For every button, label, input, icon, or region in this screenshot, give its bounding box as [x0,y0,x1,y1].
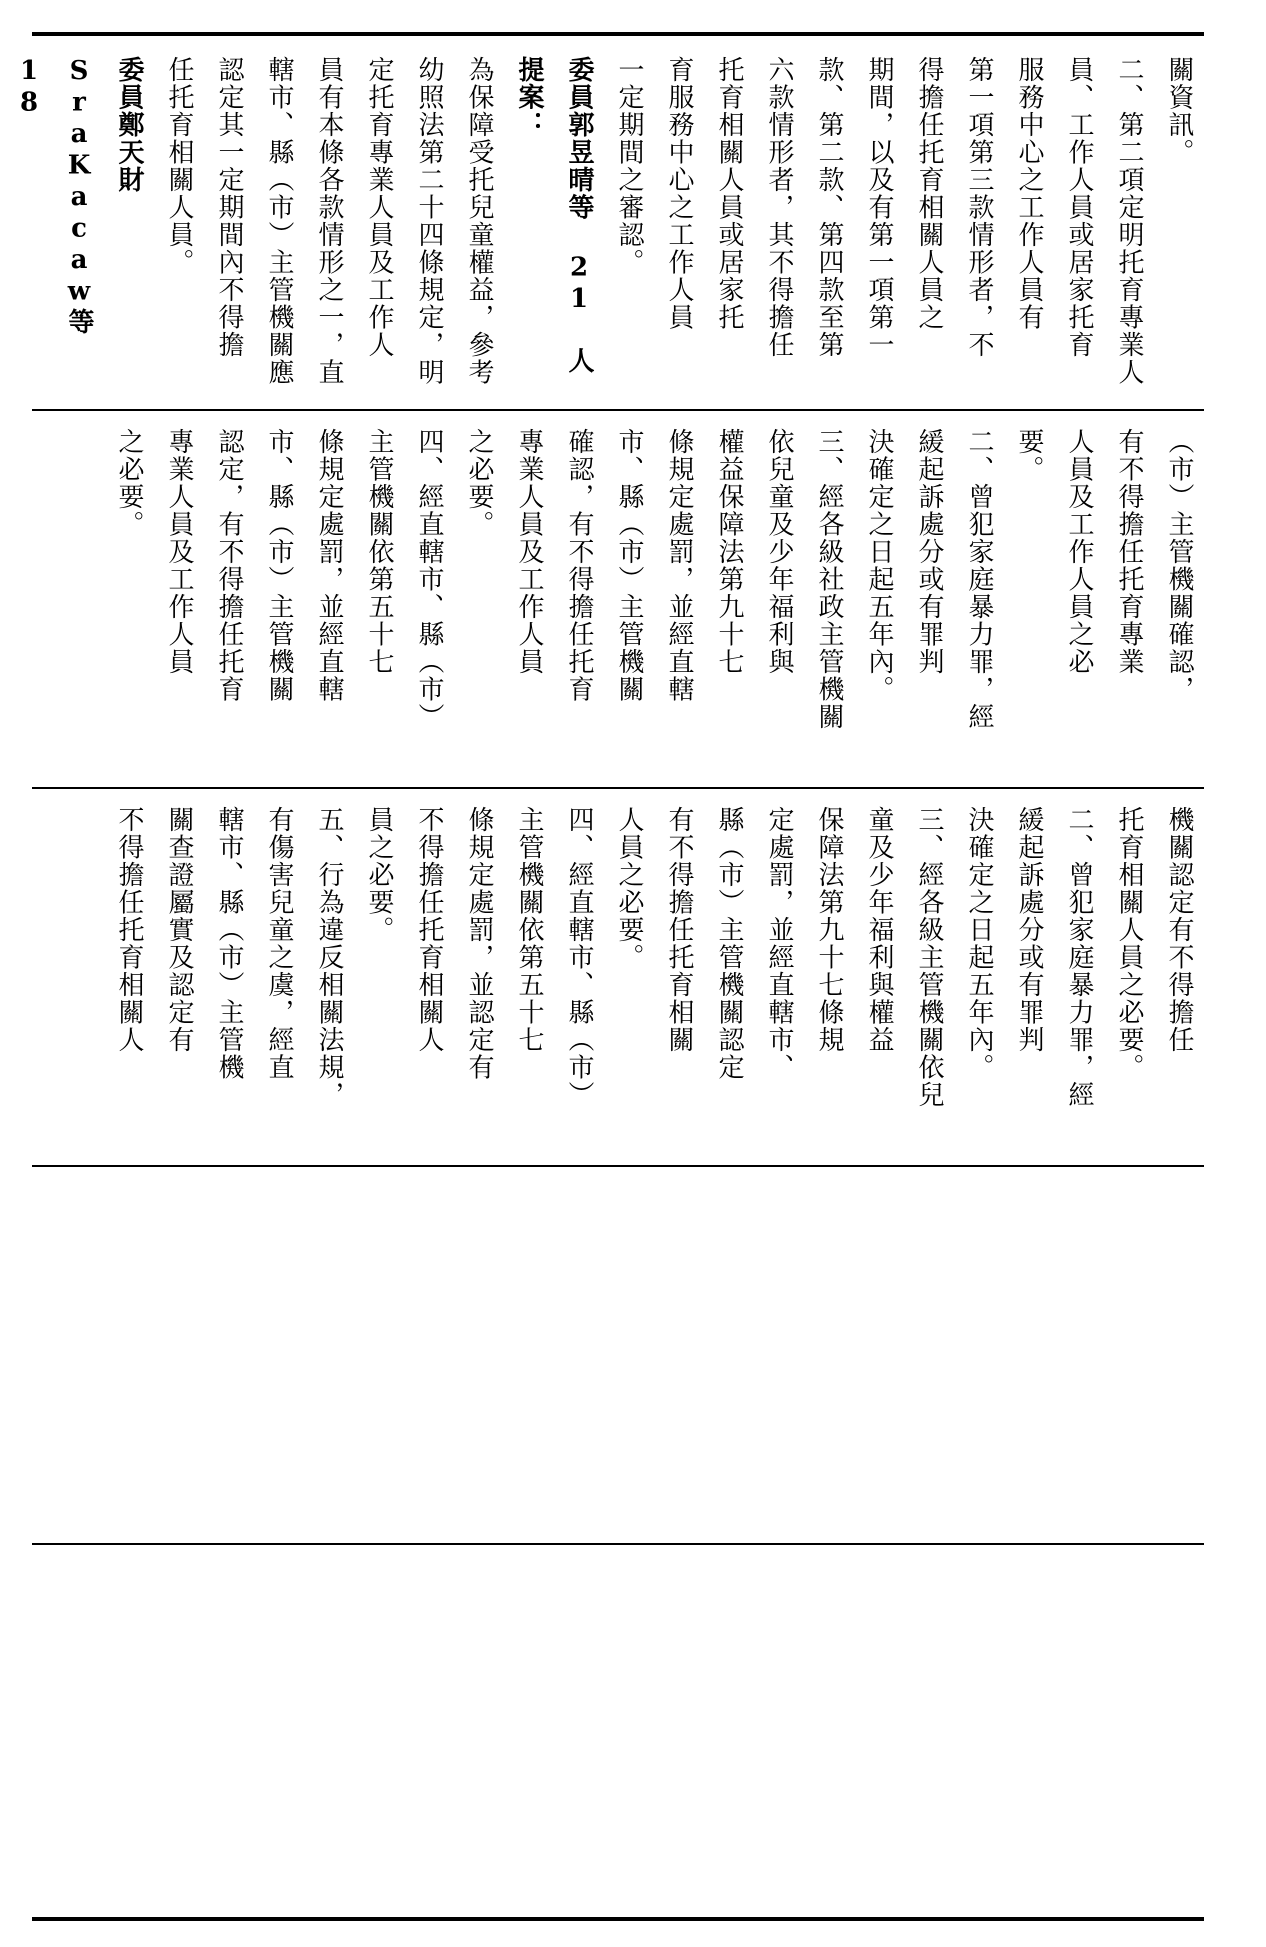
text-line [0,56,4,396]
text-block-row2 [104,428,1204,768]
text-line: 二、第二項定明托育專業人 [1114,56,1144,386]
text-line: 款、第二款、第四款至第 [814,56,844,359]
text-line: 育服務中心之工作人員 [664,56,694,331]
text-line: 市、縣（市）主管機關 [614,428,644,703]
text-line: 任托育相關人員。 [164,56,194,276]
text-line: 主管機關依第五十七 [514,806,544,1054]
text-line: （市）主管機關確認， [1164,428,1194,703]
divider-rule [32,1543,1204,1545]
text-line: 委員郭昱晴等 21 人提案： [514,56,594,375]
text-line: 委員鄭天財SraKacaw等 18 [14,56,144,367]
bottom-rule [32,1917,1204,1921]
text-line: 為保障受托兒童權益，參考 [464,56,494,386]
text-line: 定處罰，並經直轄市、 [764,806,794,1081]
text-line: 權益保障法第九十七 [714,428,744,676]
text-line: 轄市、縣（市）主管機關應 [264,56,294,386]
text-line: 之必要。 [464,428,494,538]
top-rule [32,32,1204,36]
text-line: 一定期間之審認。 [614,56,644,276]
text-line: 服務中心之工作人員有 [1014,56,1044,331]
text-line: 定托育專業人員及工作人 [364,56,394,359]
text-line: 要。 [1014,428,1044,483]
text-block-row1 [0,56,1204,396]
divider-rule [32,787,1204,789]
text-line: 人員及工作人員之必 [1064,428,1094,676]
text-line: 有不得擔任托育相關 [664,806,694,1054]
text-line: 童及少年福利與權益 [864,806,894,1054]
text-line: 依兒童及少年福利與 [764,428,794,676]
text-block-row3 [104,806,1204,1146]
divider-rule [32,409,1204,411]
text-line: 決確定之日起五年內。 [964,806,994,1081]
text-line: 有傷害兒童之虞，經直 [264,806,294,1081]
text-line: 認定，有不得擔任托育 [214,428,244,703]
text-line: 專業人員及工作人員 [164,428,194,676]
text-line: 關查證屬實及認定有 [164,806,194,1054]
text-line: 條規定處罰，並認定有 [464,806,494,1081]
text-line: 確認，有不得擔任托育 [564,428,594,703]
text-line: 第一項第三款情形者，不 [964,56,994,359]
text-line: 員有本條各款情形之一，直 [314,56,344,386]
text-line: 專業人員及工作人員 [514,428,544,676]
text-line: 市、縣（市）主管機關 [264,428,294,703]
text-line: 員之必要。 [364,806,394,944]
text-line: 三、經各級社政主管機關 [814,428,844,731]
text-line: 主管機關依第五十七 [364,428,394,676]
text-line: 轄市、縣（市）主管機 [214,806,244,1081]
text-line: 緩起訴處分或有罪判 [914,428,944,676]
text-line: 員、工作人員或居家托育 [1064,56,1094,359]
text-line: 不得擔任托育相關人 [414,806,444,1054]
text-line: 五、行為違反相關法規， [314,806,344,1109]
text-line: 托育相關人員或居家托 [714,56,744,331]
text-line: 三、經各級主管機關依兒 [914,806,944,1109]
text-line: 緩起訴處分或有罪判 [1014,806,1044,1054]
text-line: 托育相關人員之必要。 [1114,806,1144,1081]
text-line: 二、曾犯家庭暴力罪，經 [964,428,994,731]
text-line: 條規定處罰，並經直轄 [664,428,694,703]
text-line: 人員之必要。 [614,806,644,971]
text-line: 條規定處罰，並經直轄 [314,428,344,703]
text-line: 之必要。 [114,428,144,538]
text-line: 幼照法第二十四條規定，明 [414,56,444,386]
text-line: 認定其一定期間內不得擔 [214,56,244,359]
text-line: 有不得擔任托育專業 [1114,428,1144,676]
text-line: 二、曾犯家庭暴力罪，經 [1064,806,1094,1109]
text-line: 機關認定有不得擔任 [1164,806,1194,1054]
text-line: 決確定之日起五年內。 [864,428,894,703]
text-line: 關資訊。 [1164,56,1194,166]
text-line: 得擔任托育相關人員之 [914,56,944,331]
text-line: 四、經直轄市、縣（市） [414,428,444,731]
text-line: 保障法第九十七條規 [814,806,844,1054]
text-line: 不得擔任托育相關人 [114,806,144,1054]
text-line: 期間，以及有第一項第一 [864,56,894,359]
divider-rule [32,1165,1204,1167]
text-line: 六款情形者，其不得擔任 [764,56,794,359]
text-line: 縣（市）主管機關認定 [714,806,744,1081]
text-line: 四、經直轄市、縣（市） [564,806,594,1109]
